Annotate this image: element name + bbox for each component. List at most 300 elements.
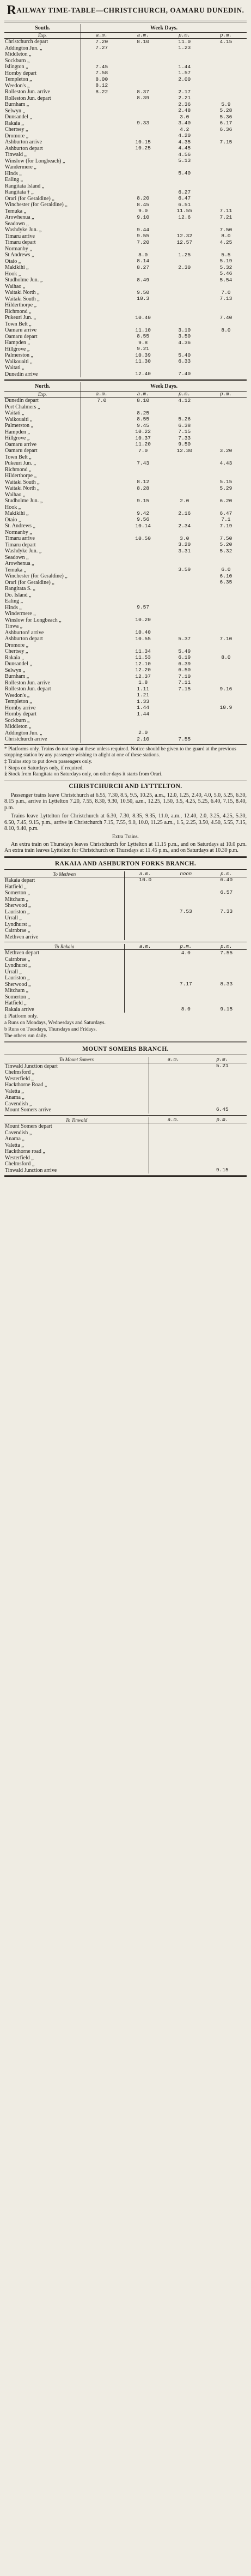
lyttelton-end-rule — [4, 856, 247, 858]
station-name: Ashburton depart — [4, 636, 81, 642]
table-row — [4, 89, 247, 95]
time-cell — [125, 994, 166, 1001]
time-cell — [205, 693, 247, 699]
time-cell: 7.45 — [95, 64, 108, 70]
time-cell — [81, 327, 123, 334]
time-cell — [81, 592, 123, 599]
time-cell — [205, 284, 247, 290]
page-title — [4, 3, 247, 19]
time-cell — [81, 705, 123, 712]
time-cell — [81, 573, 123, 580]
table-row — [4, 630, 247, 636]
table-row — [4, 114, 247, 121]
station-name: Town Belt „ — [4, 454, 81, 461]
time-cell: 7.11 — [219, 208, 232, 214]
time-cell: 5.49 — [178, 648, 191, 654]
table-row — [4, 517, 247, 523]
time-cell — [198, 1136, 247, 1142]
time-cell — [125, 915, 166, 922]
station-name: Dunsandel „ — [4, 661, 81, 667]
time-cell — [81, 636, 123, 642]
table-row — [4, 121, 247, 127]
time-cell — [164, 473, 205, 479]
table-row — [4, 542, 247, 549]
title-rule — [4, 21, 247, 22]
time-cell — [164, 630, 205, 636]
table-row — [4, 398, 247, 404]
station-name: Tinwald „ — [4, 152, 81, 158]
time-cell — [123, 365, 164, 371]
station-name: Methven depart — [4, 950, 125, 956]
time-cell — [123, 724, 164, 730]
time-cell — [206, 896, 247, 903]
time-cell — [81, 693, 123, 699]
time-cell — [205, 189, 247, 196]
time-cell — [81, 630, 123, 636]
time-cell — [198, 1161, 247, 1167]
time-cell — [164, 730, 205, 737]
station-name: Hatfield „ — [4, 1000, 125, 1007]
table-row — [4, 504, 247, 511]
station-name: Oamaru depart — [4, 334, 81, 340]
time-cell: 5.20 — [219, 541, 232, 548]
time-cell — [205, 605, 247, 611]
time-cell: 9.0 — [138, 208, 148, 214]
time-cell — [81, 177, 123, 183]
time-cell: 5.9 — [221, 101, 231, 107]
time-cell — [205, 529, 247, 536]
time-cell — [81, 711, 123, 718]
table-row — [4, 877, 247, 884]
table-row — [4, 108, 247, 115]
time-cell — [164, 492, 205, 498]
table-row — [4, 623, 247, 630]
time-cell: 7.15 — [219, 139, 232, 145]
time-cell — [123, 404, 164, 411]
time-cell: 1.44 — [178, 64, 191, 70]
north-subhead-exp: Exp. — [4, 391, 81, 397]
table-row — [4, 164, 247, 171]
mount-end-rule — [4, 1175, 247, 1177]
station-name: Hinds „ — [4, 605, 81, 611]
time-cell: 12.32 — [176, 233, 193, 239]
time-cell — [164, 485, 205, 492]
mount-sub2-2: p.m. — [198, 1117, 247, 1123]
station-name: Lauriston „ — [4, 975, 125, 982]
time-cell — [149, 1069, 198, 1076]
table-row — [4, 1167, 247, 1174]
station-name: Ealing „ — [4, 177, 81, 183]
south-subhead-1: a.m. — [81, 33, 123, 39]
time-cell: 11.10 — [135, 327, 151, 333]
time-cell — [205, 45, 247, 52]
station-name: Westerfield „ — [4, 1155, 149, 1161]
station-name: Cavendish „ — [4, 1101, 149, 1108]
station-name: Waitaki North „ — [4, 290, 81, 296]
time-cell — [123, 302, 164, 309]
time-cell: 5.40 — [178, 170, 191, 177]
time-cell — [81, 158, 123, 165]
station-name: Cairnbrae „ — [4, 956, 125, 963]
time-cell: 11.55 — [176, 208, 193, 214]
time-cell — [123, 542, 164, 549]
station-name: Waitaki South „ — [4, 296, 81, 303]
station-name: Oamaru depart — [4, 448, 81, 454]
time-cell — [205, 661, 247, 667]
time-cell — [205, 89, 247, 95]
time-cell: 2.00 — [178, 76, 191, 82]
time-cell: 8.55 — [137, 333, 150, 340]
time-cell — [205, 309, 247, 315]
time-cell: 5.26 — [178, 416, 191, 423]
time-cell — [81, 95, 123, 102]
time-cell: 6.47 — [219, 510, 232, 516]
time-cell — [81, 404, 123, 411]
time-cell — [164, 598, 205, 605]
time-cell — [81, 479, 123, 486]
mount-sub2-1: a.m. — [149, 1117, 198, 1123]
time-cell — [123, 83, 164, 89]
time-cell — [81, 567, 123, 574]
time-cell — [164, 365, 205, 371]
rakaia-note-4: The others run daily. — [4, 1033, 47, 1039]
time-cell: 10.37 — [135, 435, 151, 441]
time-cell — [81, 127, 123, 133]
time-cell: 8.0 — [221, 233, 231, 239]
table-row — [4, 227, 247, 233]
time-cell — [205, 611, 247, 617]
time-cell — [205, 83, 247, 89]
time-cell — [164, 705, 205, 712]
time-cell: 8.45 — [137, 202, 150, 208]
rakaia-note-1: ‡ Platform only. — [4, 1014, 38, 1020]
table-row — [4, 611, 247, 617]
time-cell: 7.15 — [178, 686, 191, 692]
table-row — [4, 45, 247, 52]
table-row — [4, 1007, 247, 1013]
time-cell — [81, 114, 123, 121]
time-cell — [164, 517, 205, 523]
table-row — [4, 605, 247, 611]
station-name: St Andrews „ — [4, 252, 81, 258]
time-cell — [205, 504, 247, 511]
table-row — [4, 139, 247, 146]
time-cell — [125, 890, 166, 896]
time-cell — [125, 1007, 166, 1013]
time-cell: 3.59 — [178, 567, 191, 573]
time-cell: 6.10 — [219, 573, 232, 579]
time-cell: 3.20 — [219, 448, 232, 454]
time-cell — [164, 529, 205, 536]
table-row — [4, 529, 247, 536]
station-name: Middleton „ — [4, 724, 81, 730]
time-cell — [164, 561, 205, 567]
time-cell: 2.48 — [178, 107, 191, 114]
time-cell — [198, 1155, 247, 1161]
station-name: Sockburn „ — [4, 58, 81, 64]
time-cell: 8.0 — [138, 252, 148, 258]
table-row — [4, 969, 247, 976]
table-row — [4, 152, 247, 158]
time-cell: 8.28 — [137, 485, 150, 491]
station-name: Rakaia „ — [4, 121, 81, 127]
time-cell — [123, 171, 164, 177]
table-row — [4, 133, 247, 140]
time-cell — [164, 586, 205, 592]
station-name: Burnham „ — [4, 101, 81, 108]
time-cell — [123, 51, 164, 58]
time-cell — [205, 454, 247, 461]
station-name: Hampden „ — [4, 429, 81, 436]
time-cell — [164, 258, 205, 265]
time-cell — [164, 404, 205, 411]
table-row — [4, 736, 247, 743]
table-row — [4, 934, 247, 941]
time-cell — [164, 227, 205, 233]
table-row — [4, 1136, 247, 1142]
time-cell — [205, 648, 247, 655]
time-cell — [166, 975, 206, 982]
station-name: Lauriston „ — [4, 909, 125, 916]
station-name: Westerfield „ — [4, 1076, 149, 1082]
station-name: Hornby arrive — [4, 705, 81, 712]
north-subhead-4: p.m. — [205, 391, 247, 397]
station-name: Washdyke Jun. „ — [4, 227, 81, 233]
time-cell — [164, 592, 205, 599]
time-cell: 6.39 — [178, 661, 191, 667]
time-cell — [166, 877, 206, 884]
time-cell — [81, 623, 123, 630]
time-cell — [81, 642, 123, 649]
time-cell — [81, 561, 123, 567]
station-name: Studholme Jun. „ — [4, 277, 81, 284]
station-name: Rolleston Jun. arrive — [4, 680, 81, 687]
north-timetable — [4, 382, 247, 742]
time-cell — [164, 83, 205, 89]
time-cell: 7.21 — [219, 214, 232, 220]
time-cell — [205, 423, 247, 429]
table-row — [4, 724, 247, 730]
time-cell — [125, 934, 166, 941]
time-cell: 4.15 — [219, 38, 232, 45]
table-row — [4, 956, 247, 963]
table-row — [4, 371, 247, 378]
time-cell — [206, 928, 247, 934]
time-cell — [205, 724, 247, 730]
time-cell — [206, 934, 247, 941]
time-cell — [166, 994, 206, 1001]
time-cell — [166, 934, 206, 941]
time-cell — [164, 699, 205, 705]
time-cell: 12.40 — [135, 371, 151, 377]
time-cell — [205, 171, 247, 177]
time-cell — [81, 365, 123, 371]
table-row — [4, 309, 247, 315]
time-cell: 7.11 — [178, 679, 191, 686]
time-cell: 8.55 — [137, 416, 150, 423]
station-name: Arowhenua „ — [4, 561, 81, 567]
table-row — [4, 592, 247, 599]
table-row — [4, 498, 247, 504]
time-cell: 4.25 — [219, 239, 232, 245]
time-cell — [81, 152, 123, 158]
station-name: Temuka „ — [4, 567, 81, 574]
time-cell: 9.33 — [137, 120, 150, 127]
time-cell — [164, 177, 205, 183]
station-name: Somerton „ — [4, 994, 125, 1001]
table-row — [4, 510, 247, 517]
time-cell: 8.49 — [137, 277, 150, 283]
time-cell — [164, 290, 205, 296]
rakaia-sub2-2: p.m. — [166, 944, 206, 950]
station-name: Timaru depart — [4, 239, 81, 246]
time-cell: 10.55 — [135, 636, 151, 642]
time-cell: 7.1 — [221, 516, 231, 523]
time-cell — [81, 309, 123, 315]
note-put-down: ‡ Trains stop to put down passengers only. — [4, 759, 93, 765]
time-cell — [81, 315, 123, 321]
station-name: Waikouaiti „ — [4, 359, 81, 365]
table-row — [4, 636, 247, 642]
time-cell — [81, 227, 123, 233]
time-cell — [149, 1167, 198, 1174]
time-cell: 1.21 — [137, 692, 150, 699]
time-cell — [125, 884, 166, 890]
south-end-rule — [4, 379, 247, 381]
station-name: Rolleston Jun. arrive — [4, 89, 81, 95]
station-name: Normanby „ — [4, 529, 81, 536]
time-cell: 4.0 — [181, 949, 191, 956]
time-cell — [205, 429, 247, 436]
time-cell: 2.0 — [138, 730, 148, 736]
station-name: Dromore „ — [4, 642, 81, 649]
table-row — [4, 928, 247, 934]
table-row — [4, 214, 247, 221]
time-cell — [206, 915, 247, 922]
station-name: Do. Island „ — [4, 592, 81, 599]
time-cell — [81, 680, 123, 687]
table-row — [4, 982, 247, 988]
time-cell — [123, 611, 164, 617]
station-name: Orari (for Geraldine) „ — [4, 580, 81, 586]
time-cell: 6.38 — [178, 423, 191, 429]
table-row — [4, 1088, 247, 1095]
time-cell — [81, 208, 123, 215]
time-cell — [205, 592, 247, 599]
time-cell — [206, 988, 247, 994]
table-row — [4, 417, 247, 423]
time-cell: 8.12 — [137, 479, 150, 485]
lyttelton-heading: CHRISTCHURCH AND LYTTELTON. — [69, 783, 182, 790]
time-cell: 3.40 — [178, 120, 191, 127]
time-cell: 6.47 — [178, 195, 191, 202]
time-cell — [205, 352, 247, 359]
time-cell — [123, 548, 164, 555]
time-cell — [149, 1063, 198, 1069]
station-name: Waitati „ — [4, 410, 81, 417]
time-cell: 4.12 — [178, 397, 191, 404]
time-cell: 7.33 — [178, 435, 191, 441]
time-cell — [123, 189, 164, 196]
time-cell: 7.20 — [95, 38, 108, 45]
station-name: Ashburton arrive — [4, 139, 81, 146]
time-cell — [125, 909, 166, 916]
station-name: Rakaia „ — [4, 655, 81, 661]
time-cell — [166, 884, 206, 890]
station-name: Templeton „ — [4, 76, 81, 83]
time-cell — [164, 611, 205, 617]
time-cell — [164, 580, 205, 586]
time-cell: 9.44 — [137, 227, 150, 233]
time-cell — [164, 277, 205, 284]
station-name: Sockburn „ — [4, 718, 81, 724]
table-row — [4, 1107, 247, 1114]
time-cell: 2.0 — [180, 498, 189, 504]
time-cell — [205, 177, 247, 183]
time-cell: 9.45 — [137, 423, 150, 429]
time-cell: 3.10 — [178, 327, 191, 333]
to-tinwald-label: To Tinwald — [4, 1117, 149, 1123]
station-name: Sherwood „ — [4, 902, 125, 909]
time-cell — [81, 239, 123, 246]
time-cell — [123, 127, 164, 133]
time-cell: 7.40 — [219, 315, 232, 321]
station-name: Waitaki North „ — [4, 485, 81, 492]
time-cell — [81, 101, 123, 108]
time-cell — [198, 1088, 247, 1095]
station-name: Addington Jun. „ — [4, 730, 81, 737]
time-cell — [206, 975, 247, 982]
station-name: Hook „ — [4, 271, 81, 278]
time-cell — [205, 442, 247, 448]
time-cell: 9.42 — [137, 510, 150, 516]
table-row — [4, 189, 247, 196]
time-cell — [166, 962, 206, 969]
time-cell — [164, 454, 205, 461]
table-row — [4, 555, 247, 561]
time-cell — [149, 1094, 198, 1101]
time-cell — [206, 1000, 247, 1007]
time-cell: 2.16 — [178, 510, 191, 516]
time-cell — [149, 1142, 198, 1149]
table-row — [4, 171, 247, 177]
station-name: Timaru arrive — [4, 535, 81, 542]
table-row — [4, 83, 247, 89]
time-cell — [205, 410, 247, 417]
table-row — [4, 1155, 247, 1161]
time-cell: 5.40 — [178, 352, 191, 358]
station-name: Timaru depart — [4, 542, 81, 549]
time-cell — [125, 950, 166, 956]
time-cell: 9.57 — [137, 604, 150, 611]
rakaia-sub2-1: a.m. — [125, 944, 166, 950]
time-cell — [164, 693, 205, 699]
time-cell — [123, 492, 164, 498]
station-name: Hatfield „ — [4, 884, 125, 890]
table-row — [4, 699, 247, 705]
time-cell — [205, 340, 247, 346]
table-row — [4, 884, 247, 890]
station-name: Middleton „ — [4, 51, 81, 58]
time-cell: 6.27 — [178, 189, 191, 195]
table-row — [4, 705, 247, 712]
table-row — [4, 1000, 247, 1007]
time-cell: 11.30 — [135, 358, 151, 365]
table-row — [4, 950, 247, 956]
time-cell: 4.56 — [178, 152, 191, 158]
time-cell — [164, 346, 205, 353]
station-name: Temuka „ — [4, 208, 81, 215]
